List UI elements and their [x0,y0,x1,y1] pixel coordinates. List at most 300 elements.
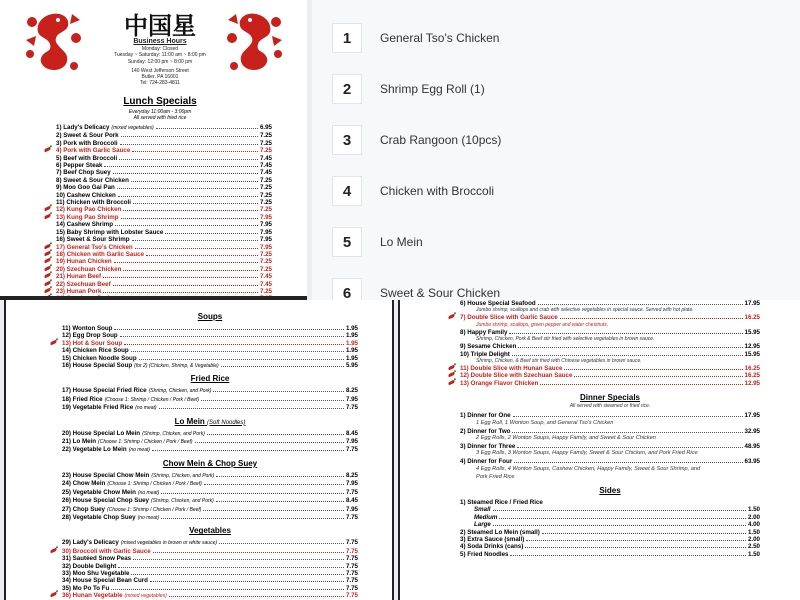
menu-item-price: 7.75 [345,569,358,577]
special-item-price: 16.25 [744,314,760,322]
menu-item-name: 36) Hunan Vegetable [62,592,123,600]
dot-leader [499,518,746,519]
lunch-time: Everyday 11:00am - 3:00pm [128,109,192,115]
popular-item[interactable] [332,174,494,208]
special-item-price: 16.25 [744,365,760,373]
menu-item [62,332,358,339]
menu-item-price: 7.95 [345,438,358,446]
chili-pepper-icon [44,258,52,264]
menu-item-name: 3) Pork with Broccoli [56,139,118,147]
menu-item-price: 1.95 [345,332,358,340]
dot-leader [139,359,344,360]
menu-item-name: 31) Sautéed Snow Peas [62,555,132,563]
menu-item-note: (Choose 1: Shrimp / Chicken / Pork / Beef) [106,506,202,513]
menu-item [62,387,358,395]
dinner-item [460,443,760,450]
dot-leader [542,533,746,534]
menu-item-price: 7.25 [259,147,272,155]
menu-item [56,258,272,265]
address-city: Butler, PA 16001 [141,74,179,81]
menu-item-price: 7.95 [345,480,358,488]
dot-leader [510,555,745,556]
dot-leader [560,318,743,319]
menu-item-price: 7.75 [345,547,358,555]
menu-item [62,514,358,522]
menu-item-name: 24) Chow Mein [62,480,106,488]
dot-leader [156,128,258,129]
menu-item [62,347,358,354]
special-item-name: 12) Double Slice with Szechuan Sauce [460,372,573,380]
menu-item-name: 18) Fried Rice [62,395,103,403]
fried-rice-title: Fried Rice [190,374,230,384]
menu-item-note: (Shrimp, Chicken, and Pork) [142,430,205,437]
popular-item-name: Crab Rangoon (10pcs) [380,133,502,147]
menu-item-note: (Choose 1: Shrimp / Chicken / Pork / Beef) [107,481,202,488]
menu-item-note: (Choose 1: Shrimp / Chicken / Pork / Beef) [104,396,200,403]
menu-item [56,132,272,139]
menu-item-price: 7.75 [345,562,358,570]
menu-item-price: 8.25 [345,387,358,395]
dinner-item-price: 17.95 [744,412,760,420]
menu-item-name: 15) Chicken Noodle Soup [62,354,137,362]
menu-item [56,266,272,273]
menu-item-price: 1.95 [345,339,358,347]
dot-leader [203,510,343,511]
dot-leader [131,351,344,352]
popular-item[interactable] [332,225,423,259]
menu-item-price: 7.25 [259,191,272,199]
menu-item [62,497,358,505]
menu-item-name: 16) Sweet & Sour Shrimp [56,236,130,244]
dot-leader [132,151,258,152]
menu-item [62,362,358,370]
menu-item-name: 10) Cashew Chicken [56,191,116,199]
menu-item [62,489,358,497]
vegetables-title: Vegetables [189,526,231,536]
chow-mein-title: Chow Mein & Chop Suey [162,458,258,468]
dot-leader [513,416,743,417]
dot-leader [153,552,344,553]
menu-item-price: 7.75 [345,539,358,547]
business-hours [95,38,225,87]
menu-item-name: 12) Egg Drop Soup [62,332,118,340]
dot-leader [221,366,344,367]
menu-item [62,506,358,514]
menu-item [62,325,358,332]
menu-item-note: (Choose 1: Shrimp / Chicken / Pork / Beef) [98,439,193,446]
menu-item-price: 8.45 [345,497,358,505]
dot-leader [526,540,746,541]
restaurant-name: 中国星 [124,11,196,40]
menu-item-name: 11) Wonton Soup [62,325,113,332]
menu-item-price: 7.75 [345,584,358,592]
menu-item [62,446,358,454]
menu-item-price: 7.95 [345,395,358,403]
dinner-item [460,428,760,435]
menu-item [62,355,358,362]
special-item-price: 15.95 [744,350,760,358]
menu-item-note: (Shrimp, Chicken, and Pork) [151,472,215,479]
special-item-description: Shrimp, Chicken, Pork & Beef stir fried with selective vegetables in brown sauce. [476,336,655,343]
dot-leader [103,292,258,293]
dinner-specials-note: All served with steamed or fried rice. [569,403,651,410]
dot-leader [201,400,344,401]
lunch-specials-title: Lunch Specials [123,96,197,107]
menu-item-name: 21) Hunan Beef [56,273,102,281]
phone-number: Tel: 724-283-4811 [140,80,180,87]
rank-number: 2 [332,74,362,104]
address-street: 140 West Jefferson Street [131,67,189,74]
soups-title: Soups [197,312,223,321]
rank-number: 3 [332,125,362,155]
side-item-name: Medium [474,513,498,521]
dragon-right-icon [224,10,286,76]
dot-leader [133,203,258,204]
menu-item-name: 28) Vegetable Chop Suey [62,513,136,521]
dot-leader [204,484,344,485]
side-item [460,499,760,506]
special-item [460,372,760,379]
dot-leader [216,476,344,477]
menu-item [56,140,272,147]
dinner-item [460,412,760,419]
dot-leader [103,277,258,278]
menu-item-name: 20) Szechuan Chicken [56,265,122,273]
menu-item [56,288,272,295]
special-item-name: 6) House Special Seafood [460,300,536,307]
popular-item[interactable] [332,21,499,55]
menu-item [62,396,358,404]
dot-leader [146,255,258,256]
menu-item-note: (mixed vegetables) [124,593,167,600]
menu-item [56,155,272,162]
dinner-item-price: 63.95 [744,458,760,466]
dot-leader [132,240,258,241]
vegetables-list [62,539,358,600]
menu-item-note: (no meat) [137,514,159,521]
chili-pepper-icon [44,280,52,286]
dinner-specials-title: Dinner Specials [579,393,641,403]
menu-item-price: 7.95 [259,236,272,244]
rank-number: 5 [332,227,362,257]
dinner-item-description: 4 Egg Rolls, 4 Wonton Soups, Cashew Chicken, Happy Family, Sweet & Sour Shrimp, and [476,465,701,472]
menu-item-price: 7.25 [259,199,272,207]
menu-item [62,548,358,555]
menu-item [62,340,358,347]
side-item [460,506,760,513]
menu-item [62,480,358,488]
menu-left-content [62,308,358,600]
menu-item-note: (no meat) [137,489,160,496]
side-item [460,543,760,550]
popular-item-name: General Tso's Chicken [380,31,500,45]
menu-item-name: 7) Beef Chop Suey [56,169,111,177]
menu-item-name: 20) House Special Lo Mein [62,429,141,437]
chili-pepper-icon [50,547,58,553]
special-item [460,365,760,372]
menu-item-price: 7.75 [345,577,358,585]
dot-leader [512,355,743,356]
menu-page-lunch [0,0,307,300]
menu-item-price: 7.95 [259,221,272,229]
chili-pepper-icon [50,592,58,598]
menu-item [62,430,358,438]
lunch-list [56,124,272,300]
menu-item-price: 7.25 [259,250,272,258]
dot-leader [161,518,344,519]
fried-rice-list [62,387,358,412]
menu-item-price: 1.95 [345,347,358,355]
menu-item-price: 1.95 [345,354,358,362]
menu-item-price: 7.45 [259,273,272,281]
menu-item-note: (for 2) (Chicken, Shrimp, & Vegetable) [134,363,219,370]
side-item-price: 4.00 [747,521,760,529]
menu-item [56,214,272,221]
side-item-price: 1.50 [747,528,760,536]
special-item-name: 11) Double Slice with Hunan Sauce [460,365,563,373]
soups-list [62,325,358,370]
menu-item [62,472,358,480]
menu-item-price: 7.25 [259,287,272,295]
special-item [460,300,760,307]
menu-item [56,251,272,258]
menu-item-note: (no meat) [128,447,151,454]
menu-item-name: 22) Vegetable Lo Mein [62,446,127,454]
menu-item-name: 1) Lady's Delicacy [56,124,110,131]
chili-pepper-icon [44,273,52,279]
menu-item [56,221,272,228]
dot-leader [120,336,344,337]
menu-item-price: 7.25 [259,184,272,192]
chili-pepper-icon [44,147,52,153]
menu-item [56,177,272,184]
popular-items-list [312,0,800,300]
menu-item-note: (mixed vegetables in brown or white sauce) [120,540,218,547]
menu-item [56,229,272,236]
menu-item [56,281,272,288]
dot-leader [123,210,258,211]
dinner-item [460,458,760,465]
menu-item [62,592,358,600]
menu-header [0,0,307,110]
menu-item-price: 7.75 [345,404,358,412]
dot-leader [113,285,258,286]
popular-item-name: Lo Mein [380,235,423,249]
dot-leader [564,369,742,370]
rank-number: 6 [332,278,362,300]
sides-title: Sides [599,485,621,495]
dinner-item-description: Pork Fried Rice [476,473,515,480]
lo-mein-subtitle: (Soft Noodles) [207,419,246,426]
side-item-name: 5) Fried Noodles [460,550,509,558]
dot-leader [119,159,258,160]
menu-item-price: 7.25 [259,139,272,147]
menu-item-name: 18) Chicken with Garlic Sauce [56,250,145,258]
side-item-price: 1.50 [747,550,760,558]
menu-item [56,236,272,243]
menu-item-note: (Shrimp, Chicken, and Pork) [148,388,212,395]
side-item [460,536,760,543]
menu-item [62,438,358,446]
menu-item-name: 29) Lady's Delicacy [62,539,119,547]
dot-leader [219,543,344,544]
menu-item-price: 7.75 [345,555,358,563]
side-item [460,529,760,536]
menu-item-price: 6.95 [259,124,272,131]
menu-item [56,192,272,199]
dot-leader [118,567,344,568]
dinner-item-name: 4) Dinner for Four [460,458,513,466]
menu-item-name: 30) Broccoli with Garlic Sauce [62,547,151,555]
menu-item-name: 22) Szechuan Beef [56,280,111,288]
menu-item-name: 23) Hunan Pork [56,287,102,295]
menu-item [62,585,358,592]
dot-leader [517,447,742,448]
menu-right-content [460,300,760,558]
dot-leader [114,329,344,330]
menu-item-name: 14) Cashew Shrimp [56,221,114,229]
side-item-price: 2.50 [747,543,760,551]
special-item-name: 10) Triple Delight [460,350,510,358]
lunch-specials-info [90,109,230,121]
dinner-specials-list [460,412,760,480]
menu-item [56,184,272,191]
special-item-name: 8) Happy Family [460,328,508,336]
menu-item-name: 27) Chop Suey [62,505,105,513]
special-item-name: 7) Double Slice with Garlic Sauce [460,314,558,322]
menu-item-price: 7.95 [259,213,272,221]
dot-leader [104,166,258,167]
menu-item-name: 33) Moo Shu Vegetable [62,569,130,577]
menu-item-name: 6) Pepper Steak [56,162,103,170]
dot-leader [574,376,742,377]
special-item-description: Shrimp, Chicken, & Beef stir fried with Chinese vegetables in brown sauce. [476,358,642,365]
menu-item-price: 5.95 [345,362,358,370]
popular-item[interactable] [332,276,500,300]
special-item-price: 16.25 [744,372,760,380]
menu-item-price: 7.75 [345,592,358,600]
dot-leader [161,493,344,494]
sides-list [460,499,760,558]
chili-pepper-icon [44,206,52,212]
hours-sunday: Sunday: 12:00 pm ~ 8:00 pm [127,58,193,65]
menu-item-price: 7.25 [259,206,272,214]
dinner-item-name: 2) Dinner for Two [460,427,511,435]
side-item-name: 3) Extra Sauce (small) [460,535,525,543]
menu-item-name: 14) Chicken Rice Soup [62,347,129,355]
dot-leader [493,525,746,526]
special-item [460,329,760,336]
dot-leader [117,188,258,189]
menu-item-name: 16) House Special Soup [62,362,133,370]
dot-leader [120,144,258,145]
dot-leader [518,347,742,348]
menu-item-price: 7.45 [259,280,272,288]
dot-leader [514,462,742,463]
menu-item-name: 26) House Special Chop Suey [62,497,149,505]
dot-leader [195,442,344,443]
menu-item-name: 17) House Special Fried Rice [62,387,147,395]
dot-leader [152,450,344,451]
dinner-item-price: 48.95 [744,443,760,451]
dot-leader [131,181,258,182]
popular-item[interactable] [332,123,501,157]
rank-number: 4 [332,176,362,206]
side-item-name: 2) Steamed Lo Mein (small) [460,528,540,536]
chili-pepper-icon [448,372,456,378]
dot-leader [133,559,344,560]
menu-item [62,570,358,577]
special-item-price: 12.95 [744,343,760,351]
dot-leader [121,136,258,137]
dot-leader [540,384,742,385]
menu-item-price: 7.45 [259,169,272,177]
dot-leader [512,432,742,433]
dot-leader [124,344,344,345]
menu-item-price: 7.75 [345,513,358,521]
side-item [460,551,760,558]
side-item-name: Small [474,506,491,514]
menu-item-price: 7.25 [259,265,272,273]
dot-leader [538,304,743,305]
menu-item-note: (no meat) [135,405,157,412]
menu-item-name: 4) Pork with Garlic Sauce [56,147,131,155]
menu-item-name: 15) Baby Shrimp with Lobster Sauce [56,228,164,236]
dot-leader [493,510,746,511]
special-item-description: Jumbo shrimp, scallops, green pepper and water chestnuts. [476,321,609,328]
menu-item-name: 21) Lo Mein [62,438,97,446]
popular-item-name: Shrimp Egg Roll (1) [380,82,485,96]
menu-page-soups [4,300,394,600]
menu-item [56,244,272,251]
special-item-price: 15.95 [744,328,760,336]
dot-leader [131,574,344,575]
menu-item-name: 13) Hot & Sour Soup [62,339,123,347]
dot-leader [216,501,344,502]
special-item [460,314,760,321]
special-item-name: 9) Sesame Chicken [460,343,517,351]
dragon-left-icon [22,10,84,76]
chef-specials-list [460,300,760,387]
dot-leader [165,233,258,234]
menu-item [56,206,272,213]
special-item-price: 17.95 [744,300,760,307]
chili-pepper-icon [448,314,456,320]
menu-item-name: 25) Vegetable Chow Mein [62,488,136,496]
menu-item [62,577,358,584]
dot-leader [123,270,258,271]
dot-leader [111,589,344,590]
menu-item [56,273,272,280]
menu-item-price: 7.45 [259,154,272,162]
menu-item-price: 7.95 [259,228,272,236]
menu-item-price: 1.95 [345,325,358,332]
popular-item-name: Sweet & Sour Chicken [380,286,501,300]
popular-item[interactable] [332,72,485,106]
menu-item-name: 8) Sweet & Sour Chicken [56,176,129,184]
dot-leader [509,333,742,334]
menu-item-name: 17) General Tso's Chicken [56,243,133,251]
menu-item-name: 2) Sweet & Sour Pork [56,132,119,140]
menu-item-name: 34) House Special Bean Curd [62,577,148,585]
side-item [460,514,760,521]
chili-pepper-icon [50,339,58,345]
hours-tue-sat: Tuesday ~ Saturday: 11:00 am ~ 8:00 pm [114,52,206,59]
menu-item-name: 12) Kung Pao Chicken [56,206,122,214]
side-item-price: 2.00 [747,535,760,543]
side-item-price: 2.00 [747,513,760,521]
dot-leader [115,225,258,226]
